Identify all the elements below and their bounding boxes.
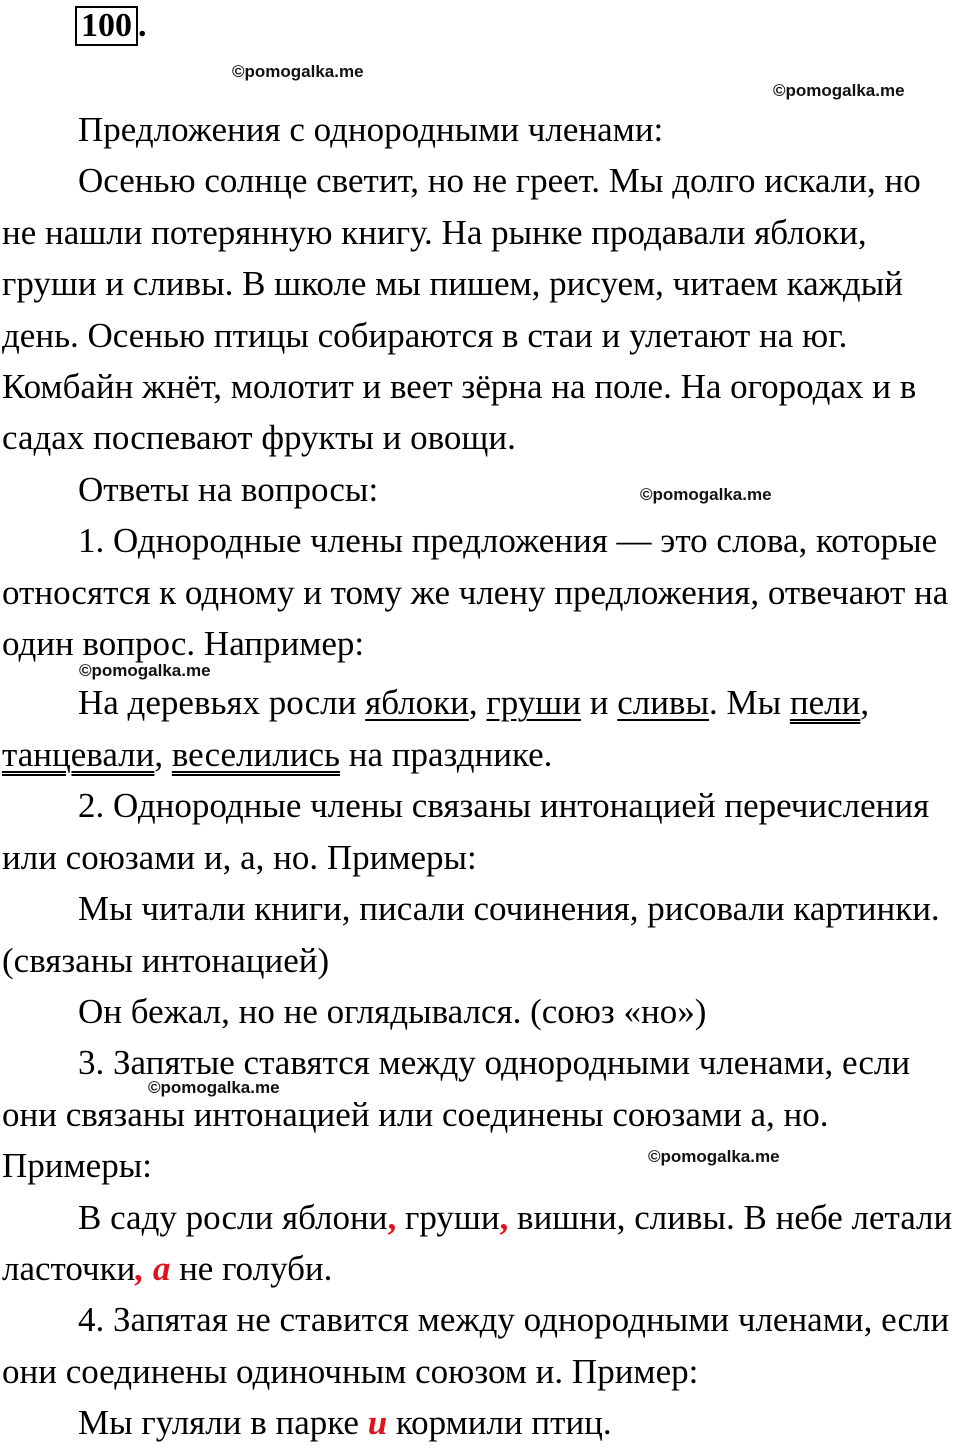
task-number	[75, 6, 147, 46]
example-text: и	[580, 683, 618, 723]
example-text: На деревьях росли	[78, 683, 366, 723]
double-underlined-word: танцевали	[2, 734, 155, 774]
example-1	[2, 677, 958, 780]
sentences-paragraph: Осенью солнце светит, но не греет. Мы долго искали, но не нашли потерянную книгу. На рынке продавали яблоки, груши и сливы. В школе мы пишем, рисуем, читаем каждый день. Осенью птицы собираются в стаи и улетают на юг. Комбайн жнёт, молотит и веет зёрна на поле. На огородах и в садах поспевают фрукты и овощи.	[2, 161, 921, 458]
heading-answers: Ответы на вопросы:	[78, 469, 379, 509]
watermark: ©pomogalka.me	[648, 1147, 780, 1166]
example-4	[2, 1397, 958, 1448]
watermark: ©pomogalka.me	[148, 1078, 280, 1097]
highlighted-comma: ,	[387, 1197, 397, 1237]
example-text: кормили птиц.	[387, 1403, 612, 1443]
heading-sentences: Предложения с однородными членами:	[78, 110, 664, 149]
watermark: ©pomogalka.me	[79, 661, 211, 680]
highlighted-comma: ,	[499, 1197, 509, 1237]
watermark: ©pomogalka.me	[640, 485, 772, 504]
example-text: на празднике.	[339, 734, 553, 774]
example-2a: Мы читали книги, писали сочинения, рисовали картинки. (связаны интонацией)	[2, 889, 940, 980]
watermark: ©pomogalka.me	[773, 81, 905, 100]
answer-3: 3. Запятые ставятся между однородными членами, если они связаны интонацией или соединены союзами а, но. Примеры:	[2, 1043, 911, 1186]
example-text: вишни, сливы. В небе летали ласточки	[2, 1197, 953, 1288]
task-number-dot: .	[138, 7, 147, 44]
example-text: . Мы	[708, 683, 790, 723]
example-text: не голуби.	[170, 1248, 333, 1288]
example-3	[2, 1192, 958, 1295]
example-text: груши	[396, 1197, 500, 1237]
highlighted-conjunction: , а	[135, 1248, 171, 1288]
underlined-word: груши	[486, 683, 581, 723]
underlined-word: яблоки	[365, 683, 469, 723]
watermark: ©pomogalka.me	[232, 62, 364, 81]
document-body	[2, 104, 958, 1449]
answer-2: 2. Однородные члены связаны интонацией перечисления или союзами и, а, но. Примеры:	[2, 786, 930, 877]
task-number-box: 100	[75, 6, 138, 46]
answer-4: 4. Запятая не ставится между однородными членами, если они соединены одиночным союзом и. Пример:	[2, 1300, 950, 1391]
double-underlined-word: пели	[789, 683, 861, 723]
example-text: В саду росли яблони	[78, 1197, 388, 1237]
example-text: Мы гуляли в парке	[78, 1403, 368, 1443]
example-text: ,	[154, 734, 172, 774]
example-text: ,	[860, 683, 870, 723]
highlighted-conjunction: и	[367, 1403, 388, 1443]
example-2b: Он бежал, но не оглядывался. (союз «но»)	[78, 991, 707, 1031]
example-text: ,	[468, 683, 487, 723]
answer-1: 1. Однородные члены предложения — это слова, которые относятся к одному и тому же члену предложения, отвечают на один вопрос. Например:	[2, 521, 949, 664]
underlined-word: сливы	[617, 683, 709, 723]
double-underlined-word: веселились	[171, 734, 340, 774]
